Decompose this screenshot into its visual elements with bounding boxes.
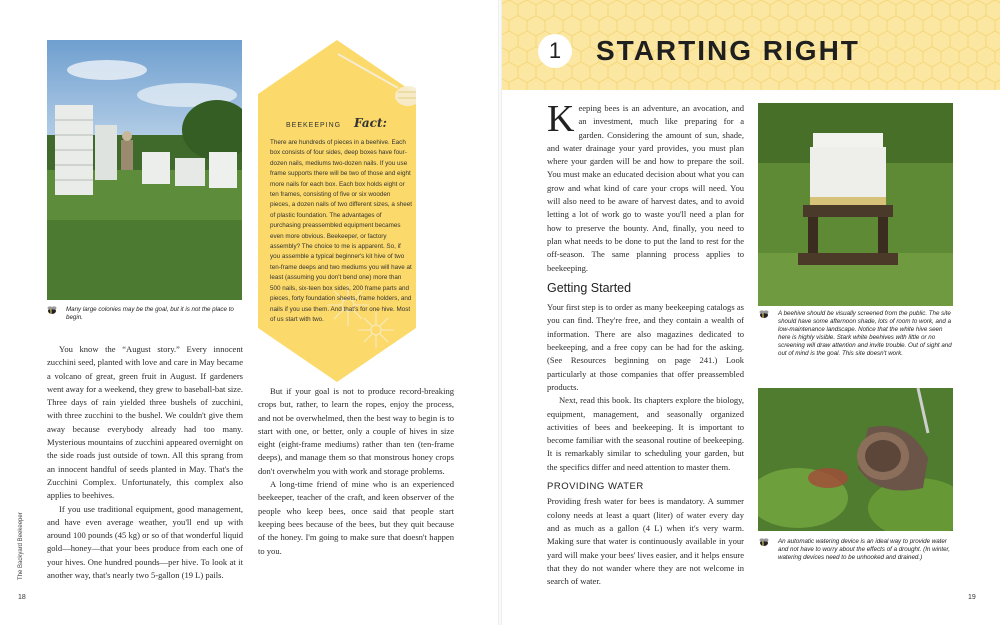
- intro-paragraph: Keeping bees is an adventure, an avocation, and an investment, much like preparing for a garden. Considering the amount of sun, shade, and water drainage your yard provides, you must plan where your garden will be and how to prepare the soil. You must make an educated decision about what you can grow and what kind of care your crops will need. You will also need to be aware of harvest dates, and to avoid letting a lot of work go to waste you'll need a plan for how to preserve the bounty. And, finally, you need to plan what needs to be done to put the land to rest for the off-season. The same planning process applies to beekeeping.: [547, 98, 744, 273]
- caption-text: Many large colonies may be the goal, but it is not the place to begin.: [66, 306, 234, 321]
- bee-icon: [758, 538, 770, 550]
- right-main-column: [547, 98, 744, 588]
- fact-text: There are hundreds of pieces in a beehive. Each box consists of four sides, deep boxes have four-dozen nails, mediums two-dozen nails. If you use frame supports there will be two of those and eight more nails for each box. Each box holds eight or ten frames, consisting of five or six wooden pieces, a dozen nails of two different sizes, a sheet of plastic foundation. The advantages of purchasing preassembled equipment becames even more obvious. Beekeeper, or factory assembly? The choice to me is apparent. So, if you assemble a typical beginner's kit hive of two ten-frame deeps and two mediums you will have at least (assuming you don't bend one) more than 500 nails, six-teen box sides, 200 frame parts and pieces, forty foundation sheets, frame holders, and nails if you use them. And that's for one hive. Most of us start with two.: [270, 139, 412, 323]
- left-column-2: [258, 385, 454, 558]
- paragraph: A long-time friend of mine who is an experienced beekeeper, teacher of the craft, and keen observer of the people who keep bees, once said that people start keeping bees because of the bees, but they quit because of the honey. I'm going to make sure that doesn't happen to you.: [258, 479, 454, 556]
- photo-caption-water: [778, 538, 953, 562]
- bee-icon: [46, 306, 58, 318]
- fact-label: BEEKEEPING: [286, 122, 342, 129]
- paragraph: Next, read this book. Its chapters explore the biology, equipment, management, and seasonally organized activities of bees and beekeeping. It is important to become familiar with the seasonal routine of beekeeping. It is remarkably similar to scheduling your garden, but the specifics differ and need attention to master them.: [547, 395, 744, 472]
- bee-icon: [758, 310, 770, 322]
- paragraph: Your first step is to order as many beekeeping catalogs as you can find. They're free, and they contain a wealth of information. There are also magazines dedicated to beekeeping, and a free copy can be had for the asking. (See Resources beginning on page 241.) Look particularly at those companies that offer preassembled products.: [547, 302, 744, 392]
- running-head: The Backyard Beekeeper: [18, 512, 24, 580]
- fact-word: Fact:: [354, 116, 387, 130]
- chapter-number: 1: [538, 34, 572, 68]
- paragraph: You know the “August story.” Every innocent zucchini seed, planted with love and care in May became a volcano of great, green fruit in August. If gardeners went away for a weekend, they grew to baseball-bat size. Three days of rain yielded three bushels of zucchini, with three zucchini to the bushel. We couldn't give them away because everybody already had too many. Mysterious mountains of zucchini appeared overnight on the side roads just outside of town. All this sprang from an innocent handful of seeds planted in May. That's the Zucchini Complex. Unfortunately, this complex also applies to beehives.: [47, 344, 243, 501]
- drop-cap: K: [547, 98, 575, 140]
- paragraph: Providing fresh water for bees is mandatory. A summer colony needs at least a quart (liter) of water every day and as much as a gallon (4 L) when it's very warm. Making sure that water is continuously available in your yard will make your bees' lives easier, and it helps ensure that they do not wander where they are not welcome in search of water.: [547, 496, 744, 587]
- paragraph: But if your goal is not to produce record-breaking crops but, rather, to learn the ropes, enjoy the process, and not be overwhelmed, then the best way to begin is to start with one, or better, only a couple of hives in size eight (eight-frame mediums) rather than ten (ten-frame deeps), and manage them so that monstrous honey crops don't overwhelm you with work and storage problems.: [258, 386, 454, 476]
- caption-text: An automatic watering device is an ideal way to provide water and not have to worry about the effects of a drought. (In winter, watering devices need to be unhooked and drained.): [778, 538, 950, 561]
- paragraph: If you use traditional equipment, good management, and have even average weather, you'll end up with around 100 pounds (45 kg) or so of that wonderful liquid gold—honey—that your bees produce from each one of your hives. One hundred pounds—per hive. To look at it another way, that's nearly two 5-gallon (19 L) pails.: [47, 503, 243, 581]
- apiary-photo: [47, 40, 242, 300]
- book-gutter: [498, 0, 502, 625]
- chapter-title: STARTING RIGHT: [596, 35, 860, 66]
- caption-text: A beehive should be visually screened from the public. The site should have some afternoon shade, lots of room to work, and a low-maintenance landscape. Notice that the white hive seen here is highly visible. Stark white beehives with little or no screening will draw attention and invite trouble. Out of sight and out of mind is the goal. This site doesn't work.: [778, 310, 952, 357]
- left-column-1: [47, 343, 243, 582]
- watering-device-photo: [758, 388, 953, 531]
- section-heading: Getting Started: [547, 280, 632, 295]
- subsection-heading: PROVIDING WATER: [547, 481, 644, 493]
- photo-caption-hive: [778, 310, 953, 358]
- page-number-left: 18: [18, 594, 26, 601]
- page-number-right: 19: [968, 594, 976, 601]
- beekeeping-fact-box: [258, 40, 416, 382]
- photo-caption-left: [66, 306, 242, 322]
- beehive-photo: [758, 103, 953, 306]
